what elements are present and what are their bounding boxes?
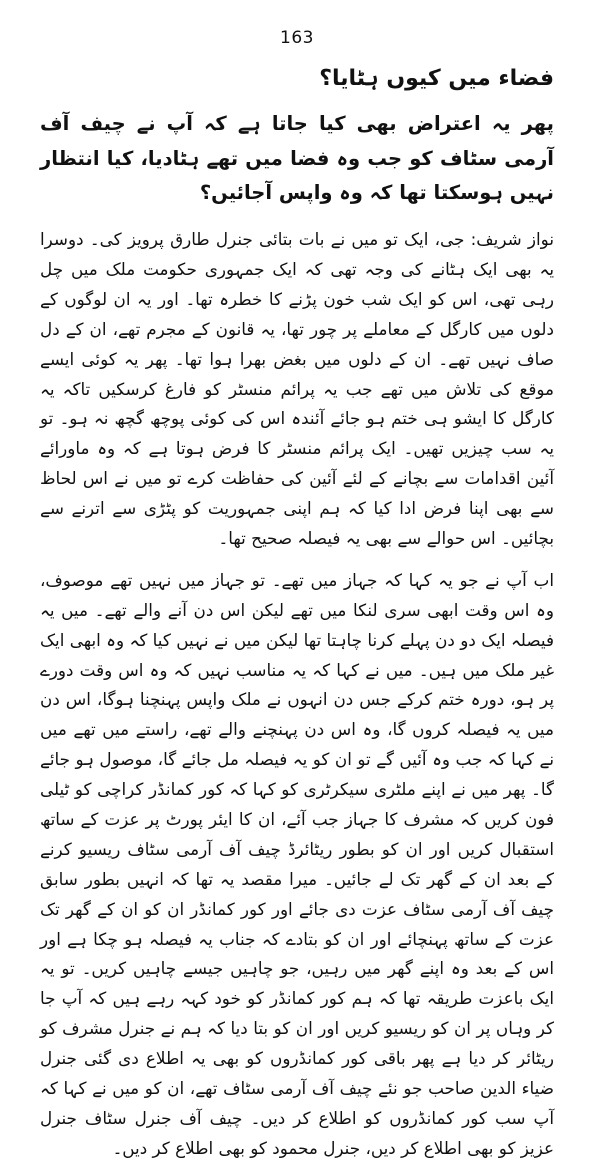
page-number: 163 <box>280 28 314 48</box>
answer-paragraph-1: نواز شریف: جی، ایک تو میں نے بات بتائی جنرل طارق پرویز کی۔ دوسرا یہ بھی ایک ہٹانے کی وجہ تھی کہ ایک جمہوری حکومت ملک میں چل رہی تھی، اس کو ایک شب خون پڑنے کا خطرہ تھا۔ اور یہ ان لوگوں کے دلوں میں کارگل کے معاملے پر چور تھا، یہ قانون کے مجرم تھے، ان کے دل صاف نہیں تھے۔ ان کے دلوں میں بغض بھرا ہوا تھا۔ پھر یہ کوئی ایسے موقع کی تلاش میں تھے جب یہ پرائم منسٹر کو فارغ کرسکیں تاکہ یہ کارگل کا ایشو ہی ختم ہو جائے آئندہ اس کی کوئی پوچھ گچھ نہ ہو۔ تو یہ سب چیزیں تھیں۔ ایک پرائم منسٹر کا فرض ہوتا ہے کہ وہ ماورائے آئین اقدامات سے بچانے کے لئے آئین کی حفاظت کرے تو میں نے اس لحاظ سے بھی اپنا فرض ادا کیا کہ ہم اپنی جمہوریت کو پٹڑی سے اترنے سے بچائیں۔ اس حوالے سے بھی یہ فیصلہ صحیح تھا۔ <box>40 229 554 549</box>
section-heading: فضاء میں کیوں ہٹایا؟ <box>319 66 554 91</box>
interview-question: پھر یہ اعتراض بھی کیا جاتا ہے کہ آپ نے چیف آف آرمی سٹاف کو جب وہ فضا میں تھے ہٹادیا، کیا انتظار نہیں ہوسکتا تھا کہ وہ واپس آجائیں؟ <box>40 112 554 205</box>
answer-paragraph-2: اب آپ نے جو یہ کہا کہ جہاز میں تھے۔ تو جہاز میں نہیں تھے موصوف، وہ اس وقت ابھی سری لنکا میں تھے لیکن اس دن آنے والے تھے۔ میں یہ فیصلہ ایک دو دن پہلے کرنا چاہتا تھا لیکن میں نے نہیں کیا کہ وہ ابھی ایک غیر ملک میں ہیں۔ میں نے کہا کہ یہ مناسب نہیں کہ وہ اس وقت دورے پر ہو، دورہ ختم کرکے جس دن انہوں نے ملک واپس پہنچنا ہوگا، اس دن میں یہ فیصلہ کروں گا، وہ اس دن پہنچنے والے تھے، راستے میں تھے میں نے کہا کہ جب وہ آئیں گے تو ان کو یہ فیصلہ مل جائے گا، موصول ہو جائے گا۔ پھر میں نے اپنے ملٹری سیکرٹری کو کہا کہ کور کمانڈر کراچی کو ٹیلی فون کریں کہ مشرف کا جہاز جب آئے، ان کا ایئر پورٹ پر عزت کے ساتھ استقبال کریں اور ان کو بطور ریٹائرڈ چیف آف آرمی سٹاف ریسیو کرنے کے بعد ان کے گھر تک لے جائیں۔ میرا مقصد یہ تھا کہ انہیں بطور سابق چیف آف آرمی سٹاف عزت دی جائے اور کور کمانڈر ان کو ان کے گھر تک عزت کے ساتھ پہنچائے اور ان کو بتادے کہ جناب یہ فیصلہ ہو چکا ہے اور اس کے بعد وہ اپنے گھر میں رہیں، جو چاہیں جیسے چاہیں کریں۔ تو یہ ایک باعزت طریقہ تھا کہ ہم کور کمانڈر کو خود کہہ رہے ہیں کہ آپ جا کر وہاں پر ان کو ریسیو کریں اور ان کو بتا دیا کہ ہم نے جنرل مشرف کو ریٹائر کر دیا ہے پھر باقی کور کمانڈروں کو بھی یہ اطلاع دی گئی جنرل ضیاء الدین صاحب جو نئے چیف آف آرمی سٹاف تھے، ان کو میں نے کہا کہ آپ سب کور کمانڈروں کو اطلاع کر دیں۔ چیف آف جنرل سٹاف جنرل عزیز کو بھی اطلاع کر دیں، جنرل محمود کو بھی اطلاع کر دیں۔ <box>40 569 554 1158</box>
